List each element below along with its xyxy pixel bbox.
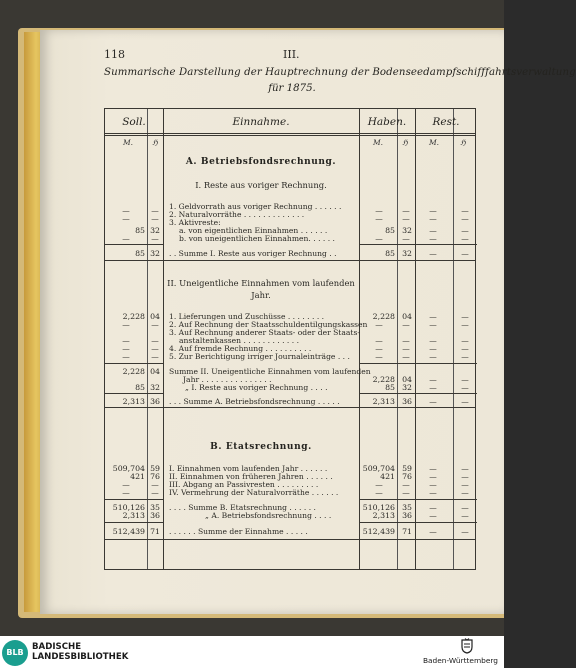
dash: —	[461, 336, 469, 345]
dash: —	[151, 336, 159, 345]
soll-pf: 76	[150, 472, 160, 481]
dash: —	[122, 234, 130, 243]
dash: —	[402, 320, 410, 329]
dash: —	[151, 214, 159, 223]
row-label: 1. Lieferungen und Zuschüsse . . . . . . . .	[169, 312, 325, 321]
header-rest: Rest.	[432, 116, 460, 128]
dash: —	[402, 206, 410, 215]
dash: —	[461, 383, 469, 392]
row-label: 3. Auf Rechnung anderer Staats- oder der Staats-	[169, 328, 360, 337]
section-a-sub2-line2: Jahr.	[251, 290, 271, 300]
section-b-title: B. Etatsrechnung.	[210, 442, 312, 452]
haben-pf: 76	[402, 472, 412, 481]
dash: —	[429, 488, 437, 497]
row-label: 3. Aktivreste:	[169, 218, 221, 227]
dash: —	[122, 488, 130, 497]
header-haben: Haben.	[367, 116, 407, 128]
row-label: 2. Auf Rechnung der Staatsschuldentilgungskassen	[169, 320, 368, 329]
page-title-year: für 1875.	[268, 83, 316, 94]
dash: —	[429, 312, 437, 321]
table-bottom-rule	[105, 539, 475, 540]
sum-label: Summe II. Uneigentliche Einnahmen vom laufenden	[169, 367, 371, 376]
sum-rule	[105, 522, 163, 523]
sum-label: Jahr . . . . . . . . . . . . . . .	[183, 375, 272, 384]
dash: —	[429, 249, 437, 258]
row-label: 5. Zur Berichtigung irriger Journaleinträge . . .	[169, 352, 350, 361]
soll-mark: 421	[130, 472, 145, 481]
dash: —	[429, 472, 437, 481]
dash: —	[122, 344, 130, 353]
soll-pf: 36	[150, 511, 160, 520]
haben-pf: 36	[402, 397, 412, 406]
footer-bar	[0, 636, 504, 668]
soll-pf: 04	[150, 367, 160, 376]
dash: —	[461, 312, 469, 321]
section-a-sub1: I. Reste aus voriger Rechnung.	[195, 180, 327, 190]
soll-mark: 510,126	[112, 503, 145, 512]
dash: —	[122, 480, 130, 489]
dash: —	[429, 320, 437, 329]
haben-mark: 512,439	[362, 527, 395, 536]
dash: —	[461, 464, 469, 473]
header-rule	[105, 135, 475, 136]
soll-pf: 36	[150, 397, 160, 406]
soll-mark: 512,439	[112, 527, 145, 536]
soll-pf: 71	[150, 527, 160, 536]
col-divider	[359, 109, 360, 569]
dash: —	[461, 472, 469, 481]
sum-rule	[105, 363, 163, 364]
state-label: Baden-Württemberg	[422, 656, 498, 665]
row-label: 1. Geldvorrath aus voriger Rechnung . . . . . .	[169, 202, 342, 211]
haben-pf: 32	[402, 383, 412, 392]
haben-mark: 2,228	[372, 312, 395, 321]
haben-mark: 85	[385, 383, 395, 392]
row-label: I. Einnahmen vom laufenden Jahr . . . . . .	[169, 464, 328, 473]
dash: —	[461, 511, 469, 520]
dash: —	[122, 206, 130, 215]
unit-pf: ℌ	[152, 138, 158, 147]
dash: —	[151, 320, 159, 329]
dash: —	[461, 503, 469, 512]
unit-mark: M.	[373, 138, 384, 147]
dash: —	[429, 336, 437, 345]
dash: —	[429, 352, 437, 361]
account-table	[104, 108, 476, 570]
dash: —	[461, 344, 469, 353]
haben-pf: 59	[402, 464, 412, 473]
haben-mark: 2,228	[372, 375, 395, 384]
soll-mark: 509,704	[112, 464, 145, 473]
row-label: II. Einnahmen von früheren Jahren . . . . . .	[169, 472, 333, 481]
haben-mark: 2,313	[372, 511, 395, 520]
haben-pf: 32	[402, 226, 412, 235]
soll-pf: 32	[150, 226, 160, 235]
sum-rule	[359, 244, 477, 245]
haben-mark: 2,313	[372, 397, 395, 406]
section-a-title: A. Betriebsfondsrechnung.	[185, 157, 337, 167]
page-number: 118	[104, 48, 125, 61]
dash: —	[429, 344, 437, 353]
library-logo[interactable]: BLB	[2, 640, 28, 666]
haben-pf: 35	[402, 503, 412, 512]
header-einnahme: Einnahme.	[232, 116, 290, 128]
unit-mark: M.	[123, 138, 134, 147]
dash: —	[402, 352, 410, 361]
library-name-line2: LANDESBIBLIOTHEK	[32, 652, 129, 662]
unit-mark: M.	[429, 138, 440, 147]
soll-pf: 32	[150, 383, 160, 392]
dash: —	[429, 214, 437, 223]
dash: —	[461, 234, 469, 243]
haben-pf: 36	[402, 511, 412, 520]
soll-mark: 2,228	[122, 312, 145, 321]
haben-mark: 421	[380, 472, 395, 481]
dash: —	[461, 527, 469, 536]
dash: —	[375, 206, 383, 215]
dash: —	[429, 226, 437, 235]
dash: —	[461, 488, 469, 497]
library-name-line1: BADISCHE	[32, 642, 82, 652]
unit-pf: ℌ	[402, 138, 408, 147]
dash: —	[402, 234, 410, 243]
haben-pf: 04	[402, 312, 412, 321]
dash: —	[429, 206, 437, 215]
sum-rule	[105, 499, 163, 500]
dash: —	[151, 234, 159, 243]
soll-pf: 04	[150, 312, 160, 321]
dash: —	[151, 480, 159, 489]
dash: —	[461, 397, 469, 406]
row-label: b. von uneigentlichen Einnahmen. . . . . .	[179, 234, 335, 243]
sum-label: . . Summe I. Reste aus voriger Rechnung . .	[169, 249, 337, 258]
dash: —	[151, 206, 159, 215]
dash: —	[122, 336, 130, 345]
soll-pf: 59	[150, 464, 160, 473]
sum-rule	[359, 522, 477, 523]
soll-pf: 35	[150, 503, 160, 512]
dash: —	[122, 320, 130, 329]
sum-rule	[359, 499, 477, 500]
soll-mark: 85	[135, 249, 145, 258]
haben-mark: 85	[385, 226, 395, 235]
haben-pf: 04	[402, 375, 412, 384]
grand-total-label: . . . . . . Summe der Einnahme . . . . .	[169, 527, 308, 536]
dash: —	[402, 344, 410, 353]
dash: —	[375, 320, 383, 329]
haben-pf: 32	[402, 249, 412, 258]
library-name	[32, 642, 128, 662]
section-number: III.	[283, 48, 300, 61]
col-divider	[453, 109, 454, 569]
dash: —	[429, 383, 437, 392]
dash: —	[429, 375, 437, 384]
dash: —	[429, 234, 437, 243]
dash: —	[429, 480, 437, 489]
row-label: a. von eigentlichen Einnahmen . . . . . .	[179, 226, 328, 235]
soll-pf: 32	[150, 249, 160, 258]
dash: —	[461, 249, 469, 258]
dash: —	[375, 336, 383, 345]
dash: —	[375, 352, 383, 361]
col-divider	[415, 109, 416, 569]
sum-label: . . . Summe A. Betriebsfondsrechnung . . . . .	[169, 397, 340, 406]
col-divider	[397, 109, 398, 569]
dash: —	[375, 214, 383, 223]
dash: —	[151, 488, 159, 497]
soll-mark: 85	[135, 383, 145, 392]
dash: —	[429, 527, 437, 536]
row-label: IV. Vermehrung der Naturalvorräthe . . . . . .	[169, 488, 339, 497]
dash: —	[402, 488, 410, 497]
dash: —	[122, 352, 130, 361]
haben-mark: 510,126	[362, 503, 395, 512]
dash: —	[461, 214, 469, 223]
header-soll: Soll.	[122, 116, 146, 128]
dash: —	[429, 397, 437, 406]
dash: —	[375, 234, 383, 243]
sum-label: . . . . Summe B. Etatsrechnung . . . . . .	[169, 503, 316, 512]
sum-rule	[105, 393, 163, 394]
section-rule	[105, 407, 475, 408]
sum-rule	[359, 363, 477, 364]
haben-pf: 71	[402, 527, 412, 536]
dash: —	[402, 336, 410, 345]
dash: —	[429, 511, 437, 520]
dash: —	[461, 480, 469, 489]
sum-rule	[105, 244, 163, 245]
dash: —	[429, 464, 437, 473]
state-crest-icon	[460, 638, 474, 654]
row-label: 2. Naturalvorräthe . . . . . . . . . . . . .	[169, 210, 305, 219]
sum-rule	[359, 393, 477, 394]
dash: —	[151, 344, 159, 353]
unit-pf: ℌ	[460, 138, 466, 147]
col-divider	[163, 109, 164, 569]
dash: —	[375, 488, 383, 497]
section-rule	[105, 260, 475, 261]
col-divider	[147, 109, 148, 569]
row-label: III. Abgang an Passivresten . . . . . . . . .	[169, 480, 319, 489]
dash: —	[461, 206, 469, 215]
header-rule	[105, 133, 475, 134]
dash: —	[429, 503, 437, 512]
dash: —	[402, 214, 410, 223]
haben-mark: 509,704	[362, 464, 395, 473]
soll-mark: 85	[135, 226, 145, 235]
dash: —	[461, 320, 469, 329]
dash: —	[151, 352, 159, 361]
section-a-sub2: II. Uneigentliche Einnahmen vom laufenden	[167, 278, 355, 288]
dash: —	[461, 226, 469, 235]
dash: —	[122, 214, 130, 223]
dash: —	[402, 480, 410, 489]
dash: —	[461, 375, 469, 384]
sum-label: „ I. Reste aus voriger Rechnung . . . .	[185, 383, 328, 392]
dash: —	[375, 480, 383, 489]
haben-mark: 85	[385, 249, 395, 258]
soll-mark: 2,313	[122, 511, 145, 520]
soll-mark: 2,228	[122, 367, 145, 376]
row-label: anstaltenkassen . . . . . . . . . . . .	[179, 336, 299, 345]
dash: —	[461, 352, 469, 361]
row-label: 4. Auf fremde Rechnung . . . . . . . . . .	[169, 344, 312, 353]
sum-label: „ A. Betriebsfondsrechnung . . . .	[205, 511, 332, 520]
page-title: Summarische Darstellung der Hauptrechnung der Bodenseedampfschifffahrtsverwaltung	[104, 67, 576, 78]
dash: —	[375, 344, 383, 353]
soll-mark: 2,313	[122, 397, 145, 406]
